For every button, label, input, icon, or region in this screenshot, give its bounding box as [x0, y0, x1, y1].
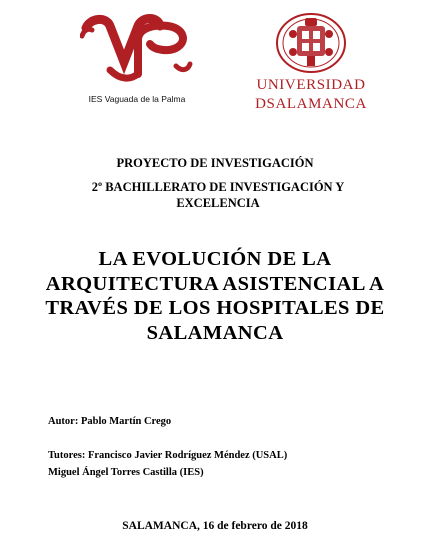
place-date: SALAMANCA, 16 de febrero de 2018 [122, 520, 308, 532]
university-seal-icon [275, 12, 347, 74]
university-name-line2: DSALAMANCA [255, 96, 367, 112]
program-heading: 2º BACHILLERATO DE INVESTIGACIÓN Y EXCELENCIA [91, 180, 345, 210]
ies-vp-monogram-logo [80, 14, 194, 86]
project-heading: PROYECTO DE INVESTIGACIÓN [116, 156, 314, 170]
document-title: LA EVOLUCIÓN DE LA ARQUITECTURA ASISTENCIAL A TRAVÉS DE LOS HOSPITALES DE SALAMANCA [45, 248, 385, 344]
tutors-line-2: Miguel Ángel Torres Castilla (IES) [48, 467, 204, 478]
ies-logo-caption: IES Vaguada de la Palma [88, 94, 186, 104]
university-logo [246, 12, 376, 122]
tutors-line-1: Tutores: Francisco Javier Rodríguez Méndez (USAL) [48, 450, 288, 461]
university-name-line1: UNIVERSIDAD [256, 77, 366, 93]
author-line: Autor: Pablo Martín Crego [48, 416, 172, 427]
ies-logo [72, 14, 202, 114]
